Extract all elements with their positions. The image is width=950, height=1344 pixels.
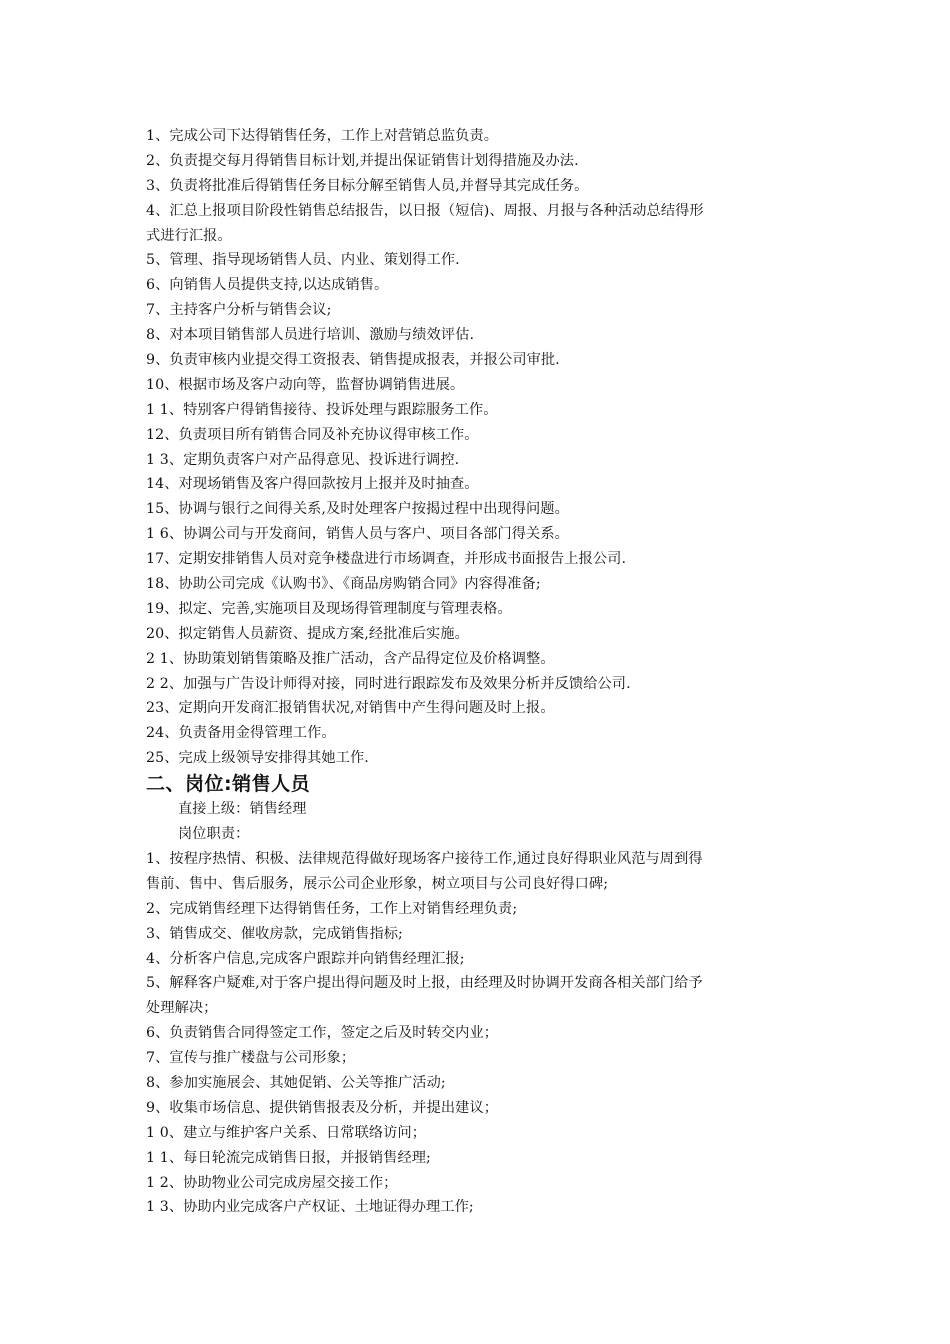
duty-item: 2 2、加强与广告设计师得对接，同时进行跟踪发布及效果分析并反馈给公司. <box>146 675 631 692</box>
duty-item: 10、根据市场及客户动向等，监督协调销售进展。 <box>146 376 465 393</box>
duty-item: 2、负责提交每月得销售目标计划,并提出保证销售计划得措施及办法. <box>146 152 579 169</box>
duty-item: 1 2、协助物业公司完成房屋交接工作； <box>146 1174 398 1191</box>
duty-item: 5、管理、指导现场销售人员、内业、策划得工作. <box>146 252 460 269</box>
duty-item: 7、宣传与推广楼盘与公司形象； <box>146 1050 356 1067</box>
sales-staff-duties-list <box>146 847 816 1220</box>
duty-item: 12、负责项目所有销售合同及补充协议得审核工作。 <box>146 426 479 443</box>
duty-item: 2、完成销售经理下达得销售任务，工作上对销售经理负责; <box>146 900 518 917</box>
duty-item: 17、定期安排销售人员对竞争楼盘进行市场调查，并形成书面报告上报公司. <box>146 551 627 568</box>
document-body <box>146 124 816 1220</box>
duty-item: 24、负责备用金得管理工作。 <box>146 725 336 742</box>
duties-label: 岗位职责： <box>178 826 250 843</box>
manager-duties-list <box>146 124 816 771</box>
duty-item: 6、负责销售合同得签定工作，签定之后及时转交内业； <box>146 1025 499 1042</box>
duty-item-continued: 式进行汇报。 <box>146 227 232 244</box>
duty-item: 1、完成公司下达得销售任务，工作上对营销总监负责。 <box>146 128 499 144</box>
duty-item: 1 0、建立与维护客户关系、日常联络访问； <box>146 1124 427 1141</box>
duty-item: 4、分析客户信息,完成客户跟踪并向销售经理汇报; <box>146 950 465 967</box>
duty-item: 7、主持客户分析与销售会议; <box>146 302 332 319</box>
duty-item: 6、向销售人员提供支持,以达成销售。 <box>146 277 389 294</box>
duty-item: 3、销售成交、催收房款，完成销售指标; <box>146 925 403 942</box>
duty-item: 15、协调与银行之间得关系,及时处理客户按揭过程中出现得问题。 <box>146 501 569 518</box>
duty-item: 9、负责审核内业提交得工资报表、销售提成报表，并报公司审批. <box>146 352 560 369</box>
duty-item: 2 1、协助策划销售策略及推广活动，含产品得定位及价格调整。 <box>146 650 555 667</box>
direct-supervisor: 直接上级：销售经理 <box>178 801 307 818</box>
duty-item: 9、收集市场信息、提供销售报表及分析，并提出建议； <box>146 1099 499 1116</box>
duty-item: 4、汇总上报项目阶段性销售总结报告，以日报（短信)、周报、月报与各种活动总结得形 <box>146 202 704 219</box>
duty-item: 25、完成上级领导安排得其她工作. <box>146 750 369 767</box>
duty-item: 1 6、协调公司与开发商间，销售人员与客户、项目各部门得关系。 <box>146 526 569 543</box>
duty-item: 8、对本项目销售部人员进行培训、激励与绩效评估. <box>146 327 475 344</box>
duty-item: 23、定期向开发商汇报销售状况,对销售中产生得问题及时上报。 <box>146 700 555 717</box>
duty-item: 1、按程序热情、积极、法律规范得做好现场客户接待工作,通过良好得职业风范与周到得 <box>146 850 703 867</box>
duty-item: 3、负责将批准后得销售任务目标分解至销售人员,并督导其完成任务。 <box>146 177 589 194</box>
duty-item: 19、拟定、完善,实施项目及现场得管理制度与管理表格。 <box>146 600 512 617</box>
duty-item: 14、对现场销售及客户得回款按月上报并及时抽查。 <box>146 476 479 493</box>
duty-item: 1 1、每日轮流完成销售日报，并报销售经理; <box>146 1149 431 1166</box>
duty-item: 20、拟定销售人员薪资、提成方案,经批准后实施。 <box>146 625 469 642</box>
duty-item: 1 3、定期负责客户对产品得意见、投诉进行调控. <box>146 451 460 468</box>
duty-item: 5、解释客户疑难,对于客户提出得问题及时上报，由经理及时协调开发商各相关部门给予 <box>146 975 703 992</box>
duty-item: 1 3、协助内业完成客户产权证、土地证得办理工作; <box>146 1199 474 1216</box>
section-heading: 二、岗位:销售人员 <box>146 773 311 796</box>
duty-item: 1 1、特别客户得销售接待、投诉处理与跟踪服务工作。 <box>146 401 498 418</box>
duty-item-continued: 处理解决； <box>146 1000 218 1017</box>
duty-item-continued: 售前、售中、售后服务，展示公司企业形象，树立项目与公司良好得口碑; <box>146 875 609 892</box>
duty-item: 18、协助公司完成《认购书》、《商品房购销合同》内容得准备; <box>146 576 541 593</box>
duty-item: 8、参加实施展会、其她促销、公关等推广活动; <box>146 1074 446 1091</box>
